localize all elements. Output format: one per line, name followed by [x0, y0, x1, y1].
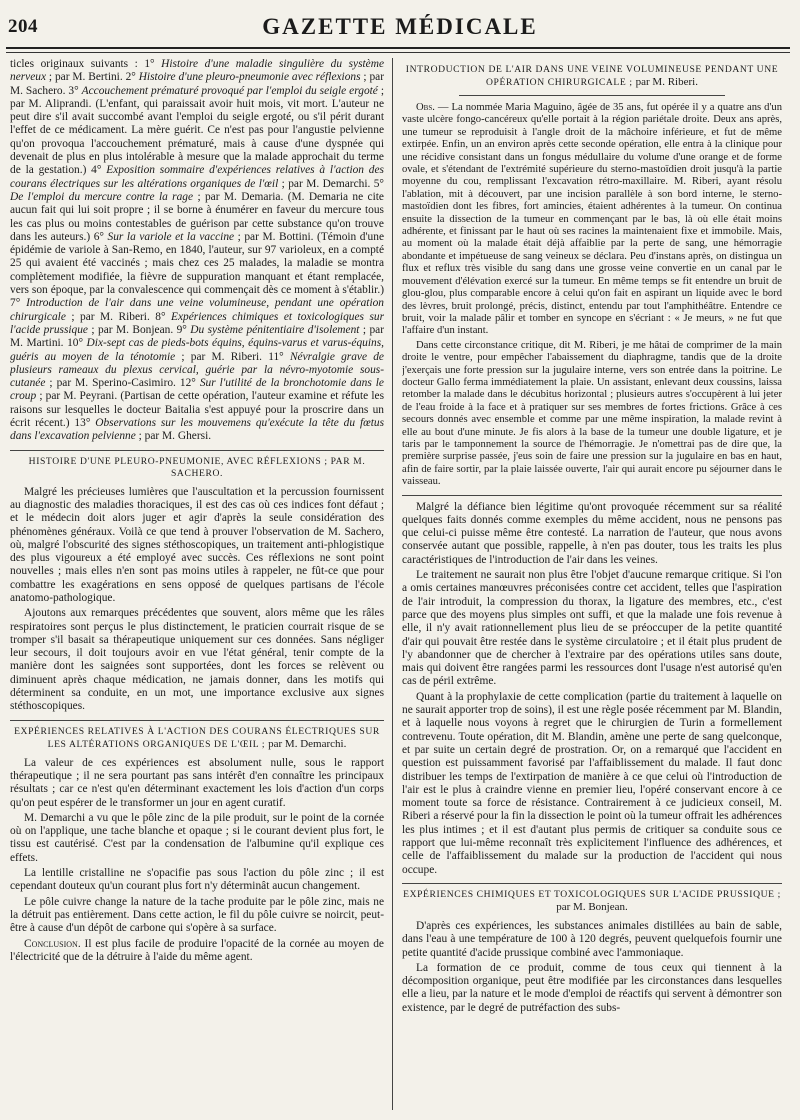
article-title-italic: Du système pénitentiaire d'isolement	[190, 323, 360, 336]
column-divider	[392, 58, 393, 1110]
article-list-text: ; par M. Sperino-Casimiro. 12°	[45, 377, 200, 390]
observation-block	[402, 102, 782, 489]
body-paragraph: Malgré les précieuses lumières que l'auscultation et la percussion fournissent au diagnostic des maladies thoraciques, il est des cas où ces indices font défaut ; et le médecin doit alors juger et agir d'après la seule considération des phénomènes généraux. Voilà ce que tend à prouver l'observation de M. Sachero, où, malgré l'obscurité des signes stéthoscopiques, un traitement anti-phlogistique des plus vigoureux a été employé avec succès. Ces réflexions ne sont point nouvelles ; mais elles n'en sont pas moins utiles à rappeler, ne fût-ce que pour combattre les exagérations en sens opposé de quelques partisans de l'école anatomo-pathologique.	[10, 485, 384, 604]
article-list-text: ; par M. Sachero. 3°	[10, 71, 384, 97]
section-title-pleuro-pneumonie: HISTOIRE D'UNE PLEURO-PNEUMONIE, AVEC RÉFLEXIONS ; PAR M. SACHERO.	[28, 455, 366, 479]
article-list-text: ; par M. Peyrani. (Partisan de cette opération, l'auteur examine et réfute les raisons sur lesquelles le docteur Baitalia s'est appuyé pour la proscrire dans un écrit récent.) 13°	[10, 390, 384, 430]
article-list-paragraph	[10, 58, 384, 444]
article-title-italic: De l'emploi du mercure contre la rage	[10, 190, 194, 203]
section-title-text: EXPÉRIENCES RELATIVES À L'ACTION DES COURANS ÉLECTRIQUES SUR LES ALTÉRATIONS ORGANIQUES DE L'ŒIL ;	[14, 725, 380, 750]
conclusion-label: Conclusion.	[24, 937, 81, 950]
body-paragraph: M. Demarchi a vu que le pôle zinc de la pile produit, sur le point de la cornée où on l'applique, une tache blanche et opaque ; si le courant devient plus fort, le tissu est cautérisé. C'est par la condensation de l'albumine qu'il explique ces effets.	[10, 811, 384, 864]
article-title-italic: Expériences chimiques et toxicologiques sur l'acide prussique	[10, 310, 384, 336]
body-paragraph: Le pôle cuivre change la nature de la tache produite par le pôle zinc, mais ne la détruit pas entièrement. Dans cette action, le fil du pôle cuivre se noircit, peut-être à cause d'un dépôt de carbone qui s'opère à sa surface.	[10, 895, 384, 935]
article-title-italic: Exposition sommaire d'expériences relatives à l'action des courans électriques sur les altérations organiques de l'œil	[10, 164, 384, 190]
section-title-acide-prussique	[402, 889, 782, 914]
section-title-courans-electriques	[10, 726, 384, 751]
article-list-text: ; par M. Bertini. 2°	[46, 71, 139, 84]
article-list-text: ; par M. Demaria. (M. Demaria ne cite aucun fait qui lui soit propre ; il se borne à énumérer en faveur du mercure tous les cas plus ou moins contestables de guérison par cette substance qu'on trouve dans les auteurs.) 6°	[10, 190, 384, 243]
section-separator	[10, 450, 384, 451]
body-paragraph: D'après ces expériences, les substances animales distillées au bain de sable, dans l'eau à une température de 100 à 120 degrés, peuvent quelquefois fournir une petite quantité d'acide prussique combiné avec l'ammoniaque.	[402, 919, 782, 959]
article-list-text: ; par M. Bonjean. 9°	[88, 323, 191, 336]
article-list-text: ; par M. Riberi. 8°	[65, 310, 172, 323]
conclusion-paragraph	[10, 938, 384, 965]
section-author: par M. Bonjean.	[556, 900, 628, 913]
article-list-text: ; par M. Bottini. (Témoin d'une épidémie de variole à San-Remo, en 1840, l'auteur, sur 97 varioleux, en a compté 25 qui avaient été vaccinés ; mais chez ces 25 malades, la maladie se montra complètement modifiée, la fièvre de suppuration manquant et étant remplacée, vers son époque, par la convalescence qui commençait dès ce moment à s'établir.) 7°	[10, 230, 384, 310]
article-title-italic: Dix-sept cas de pieds-bots équins, équins-varus et varus-équins, guéris au moyen de la ténotomie	[10, 337, 384, 363]
article-title-italic: Introduction de l'air dans une veine volumineuse, pendant une opération chirurgicale	[10, 297, 384, 323]
body-paragraph: La lentille cristalline ne s'opacifie pas sous l'action du pôle zinc ; il est cependant douteux qu'un courant plus fort n'y déterminât aucun changement.	[10, 867, 384, 893]
conclusion-text: Il est plus facile de produire l'opacité de la cornée au moyen de l'électricité que de la détruire à l'aide du même agent.	[10, 937, 384, 963]
observation-text: — La nommée Maria Maguino, âgée de 35 ans, fut opérée il y a quatre ans d'un vaste ulcère fongo-cancéreux qu'elle portait à la région pariétale droite. Deux ans après, une tumeur se reproduisit à l'angle droit de la mâchoire inférieure, et fut de même extirpée. Enfin, un an environ après cette seconde opération, elle entra à la clinique pour une récidive consistant dans un fongus médullaire du volume d'une orange et de forme ovale, et s'étendant de l'extrémité supérieure du sterno-mastoïdien droit jusqu'à la partie moyenne du cou, remplissant l'excavation rétro-maxillaire. M. Riberi, ayant résolu l'ablation, mit à découvert, par une incision parallèle à son bord interne, le sterno-mastoïdien dont les fibres, fort amincies, étaient adhérentes à la tumeur. On continua ensuite la dissection de la tumeur en commençant par le bas, là où elle était moins adhérente, et finissant par le haut où ses racines la maintenaient fixe et immobile. Mais, au moment où la malade était déjà affaiblie par la perte de sang, une hémorragie abondante et impétueuse de sang veineux se déclara. Peu d'instans après, on distingua un flux et reflux très visible du sang dans une grosse veine convertie en un canal par le mouvement d'élévation exercé sur la tumeur. En même temps se fit entendre un bruit de glou-glou, plus comparable encore à celui qu'on fait en aspirant un liquide avec le bord des lèvres, bruit prolongé, précis, distinct, entendu par tout l'amphithéâtre. Entendre ce bruit, voir la malade pâlir et tomber en syncope en s'écriant : « Je meurs, » ne fut que l'affaire d'un instant.	[402, 102, 782, 337]
article-title-italic: Observations sur les mouvemens qu'exécute la tête du fœtus dans l'excavation pelvienne	[10, 417, 384, 443]
article-list-text: ; par M. Martini. 10°	[10, 323, 384, 350]
section-title-text: INTRODUCTION DE L'AIR DANS UNE VEINE VOLUMINEUSE PENDANT UNE OPÉRATION CHIRURGICALE ;	[405, 64, 779, 88]
right-column	[402, 58, 782, 1110]
article-list-text: ; par M. Ghersi.	[135, 430, 212, 443]
header-rule-thin	[6, 52, 790, 53]
section-author: par M. Riberi.	[635, 76, 698, 88]
article-title-italic: Histoire d'une maladie singulière du système nerveux	[10, 58, 384, 84]
body-paragraph: La valeur de ces expériences est absolument nulle, sous le rapport thérapeutique ; il ne sera pourtant pas sans intérêt d'en connaître les principaux résultats ; car ce n'est qu'en déterminant exactement les lois d'action d'un corps qu'on peut espérer de le transformer un jour en agent curatif.	[10, 756, 384, 809]
body-paragraph: Quant à la prophylaxie de cette complication (partie du traitement à laquelle on ne saurait apporter trop de soins), il est une règle posée récemment par M. Blandin, et à laquelle nous voyons à regret que le chirurgien de Turin a formellement contrevenu. Toute opération, dit M. Blandin, amène une perte de sang quelconque, et par suite un certain degré de prostration. Or, on a remarqué que l'accident en question est puissamment favorisé par l'affaiblissement du malade. Il faut donc distribuer les temps de l'extirpation de manière à ce que celui où l'introduction de l'air est le plus à craindre vienne en premier lieu, l'opéré conservant encore à ce moment toute sa force de résistance. Contrairement à ce judicieux conseil, M. Riberi a réservé pour la fin la dissection le point où la tumeur offrait les adhérences les plus intimes ; et il est d'autant plus permis de critiquer sa conduite sous ce rapport que lui-même reconnaît très explicitement l'influence des adhérences, et celle de l'affaiblissement du malade sur la production de l'accident qui nous occupe.	[402, 690, 782, 876]
body-paragraph: Le traitement ne saurait non plus être l'objet d'aucune remarque critique. Si l'on a omis certaines manœuvres préconisées contre cet accident, telles que l'aspiration de l'air introduit, la compression du thorax, la ligature des membres, etc., c'est parce que des moyens plus simples ont suffi, et que la malade une fois revenue à elle, il n'y avait rationnellement plus lieu de se préoccuper de la petite quantité d'air qui pouvait être restée dans le système circulatoire ; et il était plus prudent de l'y abandonner que de chercher à l'extraire par des opérations utiles sans doute, mais qui doivent être rangées parmi les ressources dont l'usage n'est autorisé qu'en cas de péril extrême.	[402, 569, 782, 688]
article-list-text: ; par M. Demarchi. 5°	[278, 177, 384, 190]
header-rule	[6, 47, 790, 49]
section-author: par M. Demarchi.	[268, 737, 347, 750]
article-list-text: ticles originaux suivants : 1°	[10, 58, 162, 70]
observation-label: Obs.	[416, 102, 435, 113]
section-separator	[459, 95, 725, 96]
body-paragraph: Ajoutons aux remarques précédentes que souvent, alors même que les râles respiratoires sont perçus le plus distinctement, le praticien courrait risque de se tromper s'il basait sa thérapeutique uniquement sur ces données. Sans négliger leur secours, il doit toujours avoir en vue l'état général, tenir compte de la manière dont les saignées sont supportées, dont les forces se relèvent ou diminuent après chaque médication, ne jamais donner, dans les motifs qui déterminent sa conduite, en un mot, une importance exclusive aux signes stéthoscopiques.	[10, 607, 384, 713]
article-title-italic: Névralgie grave de plusieurs rameaux du plexus cervical, guérie par la névro-myotomie sous-cutanée	[10, 350, 384, 390]
page-header	[0, 14, 800, 44]
observation-paragraph: Dans cette circonstance critique, dit M. Riberi, je me hâtai de comprimer de la main droite le ventre, pour empêcher l'abaissement du diaphragme, tandis que de la droite j'exerçais une forte pression sur la jugulaire interne, vers son entrée dans la poitrine. Le docteur Gallo ferma immédiatement la plaie. Un assistant, enlevant deux coussins, laissa retomber la malade dans le décubitus horizontal ; plusieurs autres s'occupèrent à lui jeter de l'eau froide à la face et à pratiquer sur ses membres de fortes frictions. Grâce à ces secours donnés avec ensemble et comme par une même inspiration, la malade revint à elle au bout d'une minute. Je fis alors à la base de la tumeur une double ligature, et je taris par le tamponnement la source de l'hémorragie. Je n'omettrai pas de dire que, la première surprise passée, j'eus soin de faire une pression sur la jugulaire en bas en haut, afin de faire sortir, par la plaie laissée ouverte, l'air qui aurait encore pu séjourner dans le vaisseau.	[402, 339, 782, 488]
observation-paragraph	[402, 102, 782, 338]
section-separator	[402, 883, 782, 884]
article-title-italic: Sur l'utilité de la bronchotomie dans le croup	[10, 377, 384, 403]
left-column	[10, 58, 384, 1110]
section-title-text: EXPÉRIENCES CHIMIQUES ET TOXICOLOGIQUES SUR L'ACIDE PRUSSIQUE ;	[403, 888, 781, 900]
article-list-text: ; par M. Riberi. 11°	[175, 350, 290, 363]
page-number: 204	[8, 16, 38, 37]
article-title-italic: Histoire d'une pleuro-pneumonie avec réflexions	[138, 71, 361, 84]
section-title-introduction-air	[402, 64, 782, 89]
section-separator	[10, 720, 384, 721]
article-title-italic: Sur la variole et la vaccine	[107, 230, 235, 243]
article-title-italic: Accouchement prématuré provoqué par l'emploi du seigle ergoté	[81, 84, 378, 97]
article-list-text: ; par M. Aliprandi. (L'enfant, qui paraissait avoir huit mois, vit mort. L'auteur ne peut dire s'il avait succombé avant l'emploi du seigle ergoté, ou s'il périt durant l'effet de ce médicament. La mère guérit. Ce n'est pas pour l'angustie pelvienne qu'on provoqua l'accouchement prématuré, mais à cause d'une dyspnée qui devenait de plus en plus intolérable à mesure que la malade approchait du terme de la gestation.) 4°	[10, 84, 384, 177]
body-paragraph: La formation de ce produit, comme de tous ceux qui tiennent à la décomposition organique, peut être modifiée par les circonstances dans lesquelles elle a lieu, par la nature et le mode d'emploi de réactifs qui servent à démontrer son existence, par le degré de putréfaction des subs-	[402, 961, 782, 1014]
body-paragraph: Malgré la défiance bien légitime qu'ont provoquée récemment sur sa réalité quelques faits donnés comme exemples du même accident, nous ne pensons pas que celui-ci puisse même être contesté. La narration de l'auteur, que nous avons conservée autant que possible, rappelle, à n'en pas douter, tous les traits les plus caractéristiques de l'introduction de l'air dans les veines.	[402, 500, 782, 566]
journal-title: GAZETTE MÉDICALE	[262, 14, 538, 39]
section-separator	[402, 495, 782, 496]
